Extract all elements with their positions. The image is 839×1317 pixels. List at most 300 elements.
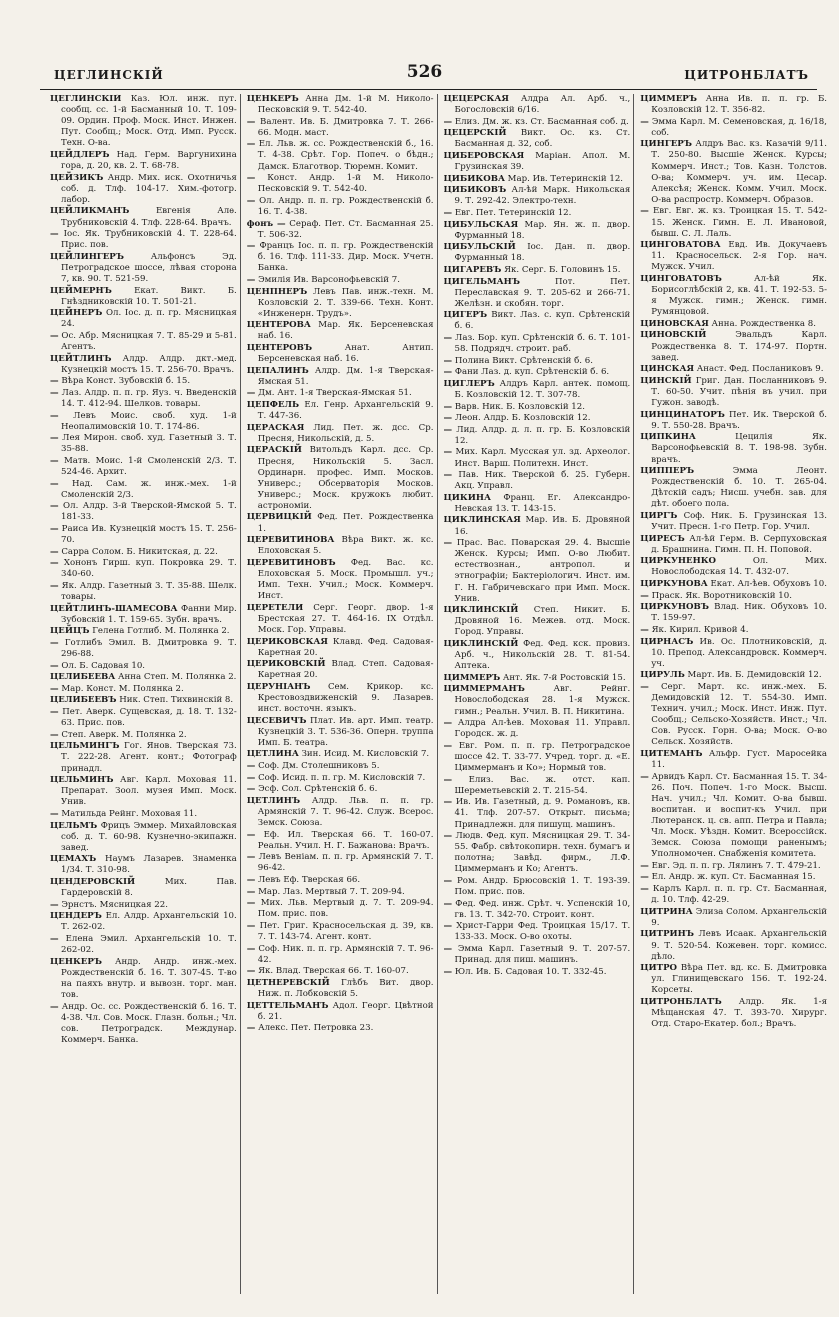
entry-surname: — [50,1001,59,1012]
entry-surname: ЦИНГОВАТОВЪ [640,274,722,284]
entry-details: Левъ Еф. Тверская 66. [255,874,361,885]
entry-details: Левъ Пав. инж.-техн. М. Козловскій 2. Т. 339-66. Техн. Конт. «Инженерн. Трудъ». [257,286,434,319]
directory-entry [50,934,237,956]
directory-entry [247,944,434,966]
entry-surname: — [443,538,453,549]
directory-entry [247,830,434,852]
directory-entry [640,929,827,962]
entry-surname: ЦЕТНЕРЕВСКІЙ [246,977,330,988]
entry-details: Альфр. Густ. Маросейка 11. [651,748,827,771]
entry-surname: — [640,771,649,782]
entry-details: Степ. Аверк. М. Полянка 2. [58,729,187,740]
entry-details: Анна Дм. 1-й М. Николо-Песковскій 9. Т. 542-40. [257,94,434,116]
directory-entry [50,821,237,854]
entry-details: Мих. Карл. Мусская ул. зд. Археолог. Инст. Варш. Политехн. Инст. [452,447,631,469]
entry-surname: ЦИБУЛЬСКІЙ [443,242,516,253]
directory-entry [247,796,434,829]
directory-entry [640,117,827,139]
directory-entry [50,411,237,433]
directory-entry [50,604,237,626]
entry-details: Пет. Аверк. Сущевская, д. 18. Т. 132-63. Прис. пов. [58,707,237,729]
entry-surname: ЦИКИНА [443,492,491,503]
directory-entry [640,749,827,771]
entry-surname: — [50,330,59,341]
entry-details: Арвидъ Карл. Ст. Басманная 15. Т. 34-26. Поч. Попеч. 1-го Моск. Высш. Нач. учил.; Чл. Комит. О-ва бывш. воспитан. и воспит-къ Учил. при Лютеранск. ц. св. апп. Петра и Павла; Чл. Моск. Уѣздн. Комит. Всероссійск. Земск. Союза помощи раненымъ; Уполномочен. Снабженія комитета. [648,771,827,860]
entry-details: Витольдъ Карл. дсс. Ср. Пресня, Никольскій 5. Засл. Ординарн. профес. Имп. Москов. Универс.; Обсерваторія Москов. Универс.; Моск. кружокъ любит. астрономіи. [257,445,434,511]
entry-surname: ЦЕНКЕРЪ [50,956,103,967]
directory-entry [444,151,631,173]
directory-entry [444,797,631,830]
entry-surname: ЦИГЕЛЬМАНЪ [443,276,520,287]
entry-surname: ЦИРГЪ [640,510,678,521]
directory-entry [640,432,827,465]
directory-entry [50,877,237,899]
directory-entry [247,749,434,760]
entry-details: Екат. Ал-ѣев. Обуховъ 10. [707,579,827,590]
directory-entry [50,479,237,501]
entry-details: Пот. Пет. Переславская 9. Т. 205-62 и 266-71. Желѣзн. и скобян. торг. [454,276,631,309]
entry-details: Леон. Алдр. Б. Козловскій 12. [452,413,591,424]
entry-surname: ЦИГАРЕВЪ [443,264,502,275]
directory-entry [247,887,434,898]
directory-entry [50,695,237,706]
entry-details: Соф. Ник. п. п. гр. Армянскій 7. Т. 96-42. [255,943,434,965]
entry-details: Лид. Пет. ж. дсс. Ср. Пресня, Никольскій, д. 5. [257,422,434,444]
entry-surname: — [50,660,59,671]
directory-entry [50,775,237,808]
directory-entry [50,354,237,376]
entry-details: Сераф. Пет. Ст. Басманная 25. Т. 506-32. [257,218,434,240]
entry-details: Лаз. Алдр. п. п. гр. Яуз. ч. Введенскій 14. Т. 412-94. Шелков. товары. [58,387,237,410]
entry-details: Алдръ Карл. антек. помощ. Б. Козловскій 12. Т. 307-78. [454,378,631,400]
directory-entry [50,911,237,933]
directory-entry [50,626,237,637]
directory-entry [444,605,631,638]
entry-surname: — [640,116,649,127]
entry-details: Фани Лаз. д. куп. Срѣтенскій б. 6. [452,367,610,378]
entry-details: Ел. Алдр. Архангельскій 10. Т. 262-02. [61,911,237,933]
directory-entry [444,242,631,264]
directory-entry [247,241,434,274]
directory-entry [444,174,631,185]
directory-entry [640,907,827,929]
entry-surname: ЦЕЙЦЪ [50,626,90,637]
entry-surname: ЦИРУЛЬ [640,670,685,681]
entry-surname: ЦИНОВСКІЙ [640,330,707,341]
entry-surname: — [50,524,59,535]
directory-entry [247,196,434,218]
directory-entry [444,413,631,424]
entry-details: Вѣра Викт. ж. кс. Елоховская 5. [257,535,434,557]
entry-details: Фед. Пет. Рождественка 1. [257,512,434,534]
entry-surname: ЦИБИКОВА [443,173,505,184]
directory-entry [640,625,827,636]
directory-entry [444,639,631,672]
entry-surname: ЦЕРАСКІЙ [246,445,302,456]
directory-entry [50,957,237,1001]
directory-entry [50,684,237,695]
directory-entry [444,921,631,943]
entry-details: Еф. Ил. Тверская 66. Т. 160-07. Реальн. Учил. Н. Г. Бажанова: Врачъ. [255,829,434,851]
directory-entry [247,173,434,195]
directory-entry [444,775,631,797]
entry-details: Ол. Б. Садовая 10. [58,660,146,671]
directory-entry [444,899,631,921]
entry-details: Хононъ Гирш. куп. Покровка 29. Т. 340-60. [58,558,237,580]
entry-surname: ЦЕЛЬМИНГЪ [50,741,120,752]
directory-entry [247,219,434,241]
entry-details: Алдр. Льв. п. п. гр. Армянскій 7. Т. 96-42. Служ. Всерос. Земск. Союза. [257,795,434,828]
entry-surname: — [50,456,59,466]
entry-surname: ЦЕМАХЪ [50,854,97,865]
directory-entry [444,447,631,469]
directory-entry [640,534,827,556]
directory-entry [50,308,237,330]
entry-details: Пет. Григ. Красносельская д. 39, кв. 7. Т. 143-74. Агент. конт. [255,920,434,942]
entry-surname: — [443,740,453,751]
entry-surname: — [246,943,256,954]
directory-entry [247,366,434,388]
entry-surname: — [443,367,453,378]
entry-surname: ЦИТЕМАНЪ [640,748,703,759]
column-1 [50,94,241,1294]
entry-details: Эвальдъ Карл. Рождественка 8. Т. 174-97. Портн. завед. [651,330,827,363]
page-header [40,62,809,88]
directory-entry [444,333,631,355]
entry-details: Ол. Мих. Новослободская 14. Т. 432-07. [651,556,827,578]
directory-entry [444,310,631,332]
entry-details: Фед. Фед. кск. провиз. Арб. ч., Никольскій 28. Т. 81-54. Аптека. [454,639,631,672]
directory-entry [247,343,434,365]
entry-details: Ол. Алдр. 3-й Тверской-Ямской 5. Т. 181-33. [58,501,237,523]
entry-details: Ел. Андр. ж. куп. Ст. Басманная 15. [648,872,816,883]
entry-details: Алдра Ал-ѣев. Моховая 11. Управл. Городск. ж. д. [452,718,631,740]
directory-entry [50,229,237,251]
entry-details: Дм. Ант. 1-я Тверская-Ямская 51. [255,388,412,399]
column-3 [444,94,635,1294]
entry-surname: ЦИКЛИНСКІЙ [443,605,519,616]
entry-surname: ЦЕЙДЛЕРЪ [50,149,110,160]
running-head-right: ЦИТРОНБЛАТЪ [684,68,809,82]
directory-entry [444,379,631,401]
directory-entry [247,320,434,342]
entry-surname: ЦИТРО [640,963,678,974]
entry-details: Эмилія Ив. Варсонофьевскій 7. [255,275,400,285]
directory-entry [640,94,827,116]
directory-entry [640,330,827,363]
entry-details: Варв. Ник. Б. Козловскій 12. [452,401,585,412]
entry-details: Евгенія Алѳ. Трубниковскій 4. Тлф. 228-64. Врачъ. [61,206,237,228]
entry-surname: — [246,139,256,150]
entry-details: Мар. Ян. ж. п. двор. Фурманный 18. [454,219,631,241]
directory-entry [640,602,827,624]
entry-details: Елиз. Вас. ж. отст. кап. Шереметьевскій 2. Т. 215-54. [452,774,631,796]
directory-entry [247,898,434,920]
directory-entry [50,809,237,820]
entry-surname: ЦЕНДЕРОВСКІЙ [50,876,136,887]
entry-surname: — [246,116,256,127]
entry-surname: ЦИРЕСЪ [640,533,685,544]
entry-surname: — [443,447,453,458]
entry-details: Ал-ѣй Герм. В. Серпуховская д. Брашнина. Гимн. П. Н. Поповой. [651,533,827,555]
entry-surname: ЦИТРИНА [640,906,693,917]
entry-details: Ол. Андр. п. п. гр. Рождественскій б. 16. Т. 4-38. [255,195,434,217]
entry-surname: ЦИНГЕРЪ [640,139,692,150]
entry-surname: ЦЕРАСКАЯ [246,422,305,433]
entry-surname: ЦЕРИКОВСКАЯ [246,636,328,647]
column-2 [247,94,438,1294]
directory-entry [444,425,631,447]
directory-entry [444,515,631,537]
entry-surname: ЦЕЙМЕРНЪ [50,285,112,296]
entry-surname: ЦЕРВИЦКІЙ [246,512,312,523]
entry-surname: — [246,761,256,772]
directory-entry [640,997,827,1030]
entry-surname: ЦЕТЛИНЪ [246,795,301,806]
entry-details: Полина Викт. Срѣтенскій б. 6. [452,355,593,366]
entry-surname: ЦИПКИНА [640,432,696,443]
entry-details: Раиса Ив. Кузнецкій мостъ 15. Т. 256-70. [58,524,237,546]
entry-details: Як. Кирил. Кривой 4. [648,624,749,635]
directory-entry [50,456,237,478]
entry-surname: — [246,241,256,252]
directory-entry [50,376,237,387]
entry-surname: — [50,729,59,740]
entry-surname: — [50,558,59,569]
directory-entry [50,638,237,660]
entry-details: Авг. Рейнг. Новослободская 28. 1-я Мужск. гимн.; Реальн. Учил. В. П. Никитина. [454,684,631,717]
directory-entry [640,274,827,318]
entry-details: Мих. Льв. Мертвый д. 7. Т. 209-94. Пом. прис. пов. [255,898,434,920]
entry-surname: — [640,860,649,871]
directory-entry [50,672,237,683]
entry-surname: — [246,874,256,885]
entry-details: Альфонсъ Эд. Петроградское шоссе, лѣвая сторона 7, кв. 90. Т. 521-59. [61,251,237,284]
entry-surname: ЦИКЛИНСКІЙ [443,639,519,649]
entry-details: Левъ Моис. своб. худ. 1-й Неопалимовскій 10. Т. 174-86. [58,410,237,432]
entry-details: Як. Алдр. Газетный 3. Т. 35-88. Шелк. товары. [58,581,237,603]
directory-entry [640,319,827,330]
entry-surname: ЦИРКУНОВЪ [640,602,710,613]
entry-surname: — [50,899,59,910]
entry-details: Фанни Мир. Зубовскій 1. Т. 159-65. Зубн. врачъ. [61,603,237,625]
directory-entry [50,741,237,774]
directory-entry [247,852,434,874]
entry-surname: ЦЕРЕВИТИНОВА [246,535,335,546]
directory-entry [640,376,827,409]
directory-entry [247,94,434,116]
entry-details: Андр. Мих. иск. Охотничья соб. д. Тлф. 104-17. Хим.-фотогр. лабор. [61,172,237,205]
directory-entry [247,784,434,795]
entry-details: Матв. Моис. 1-й Смоленскій 2/3. Т. 524-46. Архит. [58,456,237,478]
directory-entry [247,978,434,1000]
entry-details: Лея Мирон. своб. худ. Газетный 3. Т. 35-88. [58,433,237,455]
entry-details: Ел. Льв. ж. сс. Рождественскій б., 16. Т. 4-38. Срѣт. Гор. Попеч. о бѣдн.; Дамск. Благотвор. Тюремн. Комит. [255,139,434,172]
entry-details: Ант. Як. 7-й Ростовскій 15. [500,672,626,683]
entry-surname: ЦЕРЕТЕЛИ [246,602,304,613]
directory-entry [50,558,237,580]
entry-surname: — [443,875,453,886]
entry-surname: — [50,546,59,557]
entry-surname: ЦИГЕРЪ [443,310,488,321]
entry-surname: ЦИБЕРОВСКАЯ [443,150,525,161]
entry-surname: — [443,413,453,424]
entry-surname: — [246,772,256,783]
entry-surname: — [50,387,59,398]
entry-details: Андр. Андр. инж.-мех. Рождественскій б. 16. Т. 307-45. Т-во на паяхъ внутр. и вывозн. торг. ман. тов. [61,956,237,1000]
directory-entry [444,356,631,367]
entry-details: Сарра Солом. Б. Никитская, д. 22. [58,546,218,557]
entry-surname: ЦИММЕРЪ [443,672,501,683]
directory-entry [444,876,631,898]
entry-surname: ЦЕЙТЛИНЪ-ШАМЕСОВА [50,603,178,614]
directory-entry [50,707,237,729]
entry-surname: ЦЕГЛИНСКІЙ [50,94,122,104]
entry-surname: — [443,116,453,127]
entry-surname: — [50,478,59,489]
directory-entry [640,861,827,872]
entry-details: Клавд. Фед. Садовая-Каретная 20. [257,636,434,658]
entry-details: Эсф. Сол. Срѣтенскій б. 6. [255,784,378,795]
directory-entry [444,94,631,116]
entry-details: Фрицъ Эммер. Михайловская соб. д. Т. 60-98. Кузнечно-экипажн. завед. [61,820,237,853]
entry-details: Авг. Карл. Моховая 11. Препарат. Зоол. музея Имп. Моск. Унив. [61,775,237,808]
entry-surname: ЦИНСКАЯ [640,364,695,375]
entry-details: Евд. Ив. Докучаевъ 11. Красносельск. 2-я Гор. нач. Мужск. Учил. [651,240,827,273]
entry-surname: ЦЕЙТЛИНЪ [50,353,112,364]
entry-details: Готлибъ Эмил. В. Дмитровка 9. Т. 296-88. [58,638,237,660]
directory-entry [640,591,827,602]
entry-surname: ЦЕЛЬМЪ [50,820,98,831]
directory-entry [50,252,237,285]
entry-details: Людв. Фед. куп. Мясницкая 29. Т. 34-55. Фабр. свѣтокопирн. техн. бумагъ и полотна; Завѣд. фирм., Л.Ф. Циммерманъ и Ко; Агентъ. [452,831,631,875]
entry-surname: ЦЕСЕВИЧЪ [246,715,307,726]
entry-details: Елиз. Дм. ж. кз. Ст. Басманная соб. д. [452,116,629,127]
directory-entry [247,921,434,943]
entry-details: Зин. Исид. М. Кисловскій 7. [298,749,430,760]
directory-entry [50,206,237,228]
directory-entry [247,682,434,715]
directory-entry [444,944,631,966]
entry-details: Эмма Карл. М. Семеновская, д. 16/18, соб. [648,116,827,138]
entry-details: Христ-Гарри Фед. Троицкая 15/17. Т. 133-33. Моск. О-во охоты. [452,921,631,943]
entry-details: Цецилія Як. Варсонофьевскій 8. Т. 198-98. Зубн. врачъ. [651,432,827,465]
entry-surname: ЦЕЛИБЕЕВА [50,672,116,683]
directory-entry [444,367,631,378]
directory-entry [640,579,827,590]
entry-details: Соф. Дм. Столешниковъ 5. [255,761,380,772]
entry-surname: — [640,884,649,895]
directory-entry [444,185,631,207]
directory-entry [50,331,237,353]
entry-surname: — [50,433,59,444]
entry-surname: ЦЕРУНІАНЪ [246,681,311,692]
directory-entry [50,173,237,206]
column-4 [640,94,830,1294]
entry-details: Ал-ѣй Як. Борисоглѣбскій 2, кв. 41. Т. 192-53. 5-я Мужск. гимн.; Женск. гимн. Румянцовой. [651,274,827,318]
directory-entry [640,410,827,432]
entry-details: Евг. Евг. ж. кз. Троицкая 15. Т. 542-15. Женск. Гимн. Е. Л. Ивановой, бывш. С. Л. Лаль. [648,206,827,239]
entry-surname: — [443,332,453,343]
entry-surname: — [443,355,453,366]
entry-details: Эрнстъ. Мясницкая 22. [58,899,168,910]
entry-details: Мар. Як. Берсеневская наб. 16. [257,320,434,342]
directory-entry [640,364,827,375]
entry-details: Пет. Ик. Тверской б. 9. Т. 550-28. Врачъ. [651,409,827,431]
entry-details: Конст. Андр. 1-й М. Николо-Песковскій 9. Т. 542-40. [255,173,434,195]
entry-details: Ел. Генр. Архангельскій 9. Т. 447-36. [257,400,434,422]
entry-details: Франц. Ег. Александро-Невская 13. Т. 143-15. [454,492,631,514]
entry-surname: — [246,388,256,399]
entry-surname: ЦЕТТЕЛЬМАНЪ [246,1000,329,1011]
entry-surname: — [50,933,59,944]
entry-surname: — [50,683,59,694]
entry-details: Лид. Алдр. д. л. п. гр. Б. Козловскій 12. [452,424,631,446]
directory-entry [640,466,827,510]
entry-details: Іос. Як. Трубниковскій 4. Т. 228-64. Прис. пов. [58,229,237,251]
entry-surname: — [246,275,256,285]
entry-surname: ЦЕЦЕРСКІЙ [443,128,507,139]
entry-details: Анна Ив. п. п. гр. Б. Козловскій 12. Т. 356-82. [651,94,827,116]
entry-surname: ЦЕЙЛИКМАНЪ [50,206,130,217]
directory-entry [247,512,434,534]
entry-surname: — [443,401,453,412]
entry-details: Анат. Антип. Берсеневская наб. 16. [257,343,434,365]
entry-surname: фонъ — [246,218,286,229]
entry-details: Гог. Янов. Тверская 73. Т. 222-28. Агент. конт.; Фотограф принадл. [61,741,237,774]
directory-entry [247,603,434,636]
entry-details: Мар. Конст. М. Полянка 2. [58,683,184,694]
entry-details: Викт. Лаз. с. куп. Срѣтенскій б. 6. [454,310,631,332]
directory-entry [640,963,827,996]
entry-surname: — [50,581,59,592]
directory-entry [640,884,827,906]
directory-entry [50,501,237,523]
entry-details: Екат. Викт. Б. Гнѣздниковскій 10. Т. 501-21. [61,285,237,307]
entry-details: Эмма Леонт. Рождественскій б. 10. Т. 265-04. Дѣтскій садъ; Нисш. учебн. зав. для дѣт. обоего пола. [651,466,827,510]
directory-entry [247,275,434,286]
entry-surname: — [443,966,453,977]
running-head-left: ЦЕГЛИНСКІЙ [54,68,164,82]
directory-entry [444,470,631,492]
directory-entry [640,670,827,681]
entry-surname: — [640,590,649,601]
entry-surname: ЦЕЙЛИНГЕРЪ [50,251,124,262]
directory-entry [247,445,434,512]
entry-surname: ЦИТРИНЪ [640,929,694,940]
entry-details: Як. Серг. Б. Головинъ 15. [501,264,621,275]
entry-details: Наумъ Лазарев. Знаменка 1/34. Т. 310-98. [61,854,237,876]
directory-entry [50,286,237,308]
entry-surname: — [50,410,59,421]
entry-details: Левъ Веніам. п. п. гр. Армянскій 7. Т. 96-42. [255,852,434,874]
entry-surname: ЦЕПАЛИНЪ [246,365,309,376]
directory-entry [50,581,237,603]
directory-entry [444,741,631,774]
entry-surname: ЦИНСКІЙ [640,375,692,386]
entry-surname: — [640,206,649,217]
entry-details: Францъ Іос. п. п. гр. Рождественскій б. 16. Тлф. 111-33. Дир. Моск. Учетн. Банка. [255,241,434,274]
directory-entry [247,535,434,557]
entry-surname: ЦЕЙНЕРЪ [50,308,103,319]
entry-surname: ЦИГЛЕРЪ [443,378,495,389]
entry-details: Серг. Март. кс. инж.-мех. Б. Демидовскій 12. Т. 554-30. Имп. Технич. учил.; Моск. Инст. Инж. Пут. Сообщ.; Сельско-Хозяйств. Инст.; Чл. Сов. Русск. Горн. О-ва; Моск. О-во Сельск. Хозяйств. [648,681,827,748]
entry-details: Елена Эмил. Архангельскій 10. Т. 262-02. [58,933,237,956]
entry-surname: — [50,638,59,648]
entry-details: Серг. Георг. двор. 1-я Брестская 27. Т. 464-16. IX Отдѣл. Моск. Гор. Управы. [257,602,434,635]
entry-surname: ЦЕТЛИНА [246,749,299,760]
entry-details: Евг. Пет. Тетеринскій 12. [452,207,572,218]
